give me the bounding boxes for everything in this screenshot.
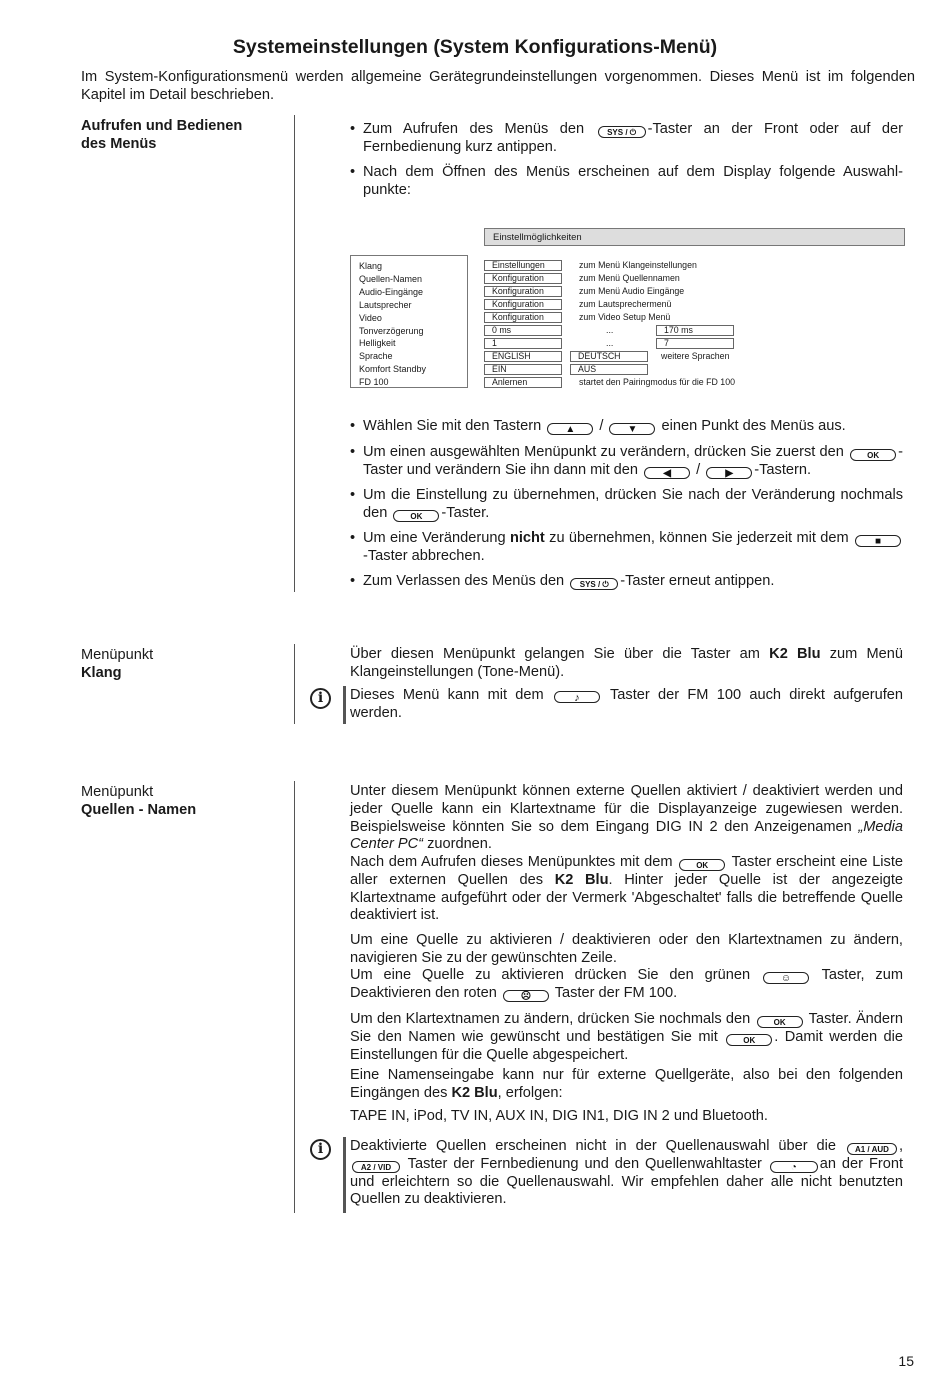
bullet-select: • Wählen Sie mit den Tastern ▲ / ▼ einen Punkt des Menüs aus. xyxy=(350,418,846,435)
bullet-change: • Um einen ausgewählten Menüpunkt zu verändern, drücken Sie zuerst den OK -Taster und verändern Sie ihn dann mit den ◀ / ▶ -Tastern. xyxy=(350,444,903,479)
ok-key-icon: OK xyxy=(850,449,896,461)
red-frown-key-icon: ☹ xyxy=(503,990,549,1002)
heading-line: Aufrufen und Bedienen xyxy=(81,118,243,134)
page-number: 15 xyxy=(898,1353,914,1369)
bullet-exit: • Zum Verlassen des Menüs den SYS / ⏻ -Taster erneut antippen. xyxy=(350,573,775,589)
menu-item-list xyxy=(350,255,468,388)
sys-key-icon: SYS / ⏻ xyxy=(570,578,618,590)
stop-key-icon: ■ xyxy=(855,535,901,547)
column-divider xyxy=(294,781,295,1213)
sources-paragraph-1: Unter diesem Menüpunkt können externe Quellen aktiviert / deaktiviert werden und jeder Quelle kann ein Klartextname für die Displayanzeige zugewiesen werden. Beispielsweise könnten Sie so dem Eingang DIG IN 2 den Anzeigenamen „Media Center PC“ zuordnen. xyxy=(350,783,903,853)
menu-point-label: Menüpunkt xyxy=(81,647,154,663)
menu-item: Komfort Standby xyxy=(359,364,427,375)
right-arrow-key-icon: ▶ xyxy=(706,467,752,479)
down-arrow-key-icon: ▼ xyxy=(609,423,655,435)
klang-paragraph: Über diesen Menüpunkt gelangen Sie über die Taster am K2 Blu zum Menü Klangeinstellungen (Tone-Menü). xyxy=(350,646,904,680)
sources-paragraph-3: Um eine Quelle zu aktivieren / deaktivieren oder den Klartextnamen zu ändern, navigieren Sie zu der gewünschten Zeile. xyxy=(350,932,903,966)
menu-point-name: Klang xyxy=(81,665,122,681)
a1-aud-key-icon: A1 / AUD xyxy=(847,1143,897,1155)
sources-info-note: Deaktivierte Quellen erscheinen nicht in der Quellenauswahl über die A1 / AUD , A2 / VID Taster der Fernbedienung und den Quellenwahltaster ◔ an der Front und erleichtern so die Quellenauswahl. Wir empfehlen daher alle nicht benutzten Quellen zu deaktivieren. xyxy=(350,1138,904,1208)
ok-key-icon: OK xyxy=(757,1016,803,1028)
menu-item: Quellen-Namen xyxy=(359,273,423,284)
bullet-menu-items: • Nach dem Öffnen des Menüs erscheinen auf dem Display folgende Auswahl- punkte: xyxy=(350,164,903,198)
ok-key-icon: OK xyxy=(726,1034,772,1046)
menu-point-name: Quellen - Namen xyxy=(81,802,197,818)
sources-input-list: TAPE IN, iPod, TV IN, AUX IN, DIG IN1, DIG IN 2 und Bluetooth. xyxy=(350,1108,768,1124)
section-heading-klang xyxy=(81,646,281,682)
bullet-open-menu: • Zum Aufrufen des Menüs den SYS / ⏻ -Taster an der Front oder auf der Fernbedienung kurz antippen. xyxy=(350,121,904,155)
menu-item: Audio-Eingänge xyxy=(359,286,424,297)
page-title: Systemeinstellungen (System Konfigurations-Menü) xyxy=(232,36,718,58)
ok-key-icon: OK xyxy=(679,859,725,871)
menu-point-label: Menüpunkt xyxy=(81,784,154,800)
info-bar xyxy=(343,1137,346,1213)
left-arrow-key-icon: ◀ xyxy=(644,467,690,479)
menu-item: Helligkeit xyxy=(359,338,396,349)
column-divider xyxy=(294,115,295,592)
menu-title-bar: Einstellmöglichkeiten xyxy=(484,228,905,246)
section-heading-operating xyxy=(81,117,281,153)
sources-paragraph-6: Eine Namenseingabe kann nur für externe Quellgeräte, also bei den folgenden Eingängen des K2 Blu, erfolgen: xyxy=(350,1067,903,1101)
heading-line: des Menüs xyxy=(81,136,157,152)
column-divider xyxy=(294,644,295,724)
bullet-confirm: • Um die Einstellung zu übernehmen, drücken Sie nach der Veränderung nochmals den OK -Taster. xyxy=(350,487,903,521)
intro-paragraph: Im System-Konfigurationsmenü werden allgemeine Gerätegrundeinstellungen vorgenommen. Dieses Menü ist im folgenden Kapitel im Detail beschrieben. xyxy=(81,69,915,103)
info-icon: i xyxy=(310,688,331,709)
menu-item: Video xyxy=(359,312,382,323)
ok-key-icon: OK xyxy=(393,510,439,522)
sources-paragraph-2: Nach dem Aufrufen dieses Menüpunktes mit dem OK Taster erscheint eine Liste aller externen Quellen des K2 Blu. Hinter jeder Quelle ist der angezeigte Klartextname aufgeführt oder der Vermerk 'Abgeschaltet' falls die betreffende Quelle deaktiviert ist. xyxy=(350,854,904,924)
menu-item: Sprache xyxy=(359,351,393,362)
klang-info-note: Dieses Menü kann mit dem ♪ Taster der FM 100 auch direkt aufgerufen werden. xyxy=(350,687,904,721)
menu-item: Klang xyxy=(359,261,383,271)
up-arrow-key-icon: ▲ xyxy=(547,423,593,435)
info-icon: i xyxy=(310,1139,331,1160)
info-bar xyxy=(343,686,346,724)
bullet-cancel: • Um eine Veränderung nicht zu übernehmen, können Sie jederzeit mit dem ■-Taster abbrechen. xyxy=(350,530,903,566)
a2-vid-key-icon: A2 / VID xyxy=(352,1161,400,1173)
sys-key-icon: SYS / ⏻ xyxy=(598,126,646,138)
section-heading-sources xyxy=(81,783,281,819)
menu-item: FD 100 xyxy=(359,377,389,388)
music-note-key-icon: ♪ xyxy=(554,691,600,703)
menu-item: Tonverzögerung xyxy=(359,325,424,336)
sources-paragraph-5: Um den Klartextnamen zu ändern, drücken Sie nochmals den OK Taster. Ändern Sie den Namen wie gewünscht und bestätigen Sie mit OK . Damit werden die Einstellungen für die Quelle abgespeichert. xyxy=(350,1011,904,1063)
sources-paragraph-4: Um eine Quelle zu aktivieren drücken Sie den grünen ☺ Taster, zum Deaktivieren den roten ☹ Taster der FM 100. xyxy=(350,967,903,1002)
green-smiley-key-icon: ☺ xyxy=(763,972,809,984)
source-selector-knob-icon: ◔ xyxy=(770,1161,818,1173)
menu-item: Lautsprecher xyxy=(359,299,412,310)
